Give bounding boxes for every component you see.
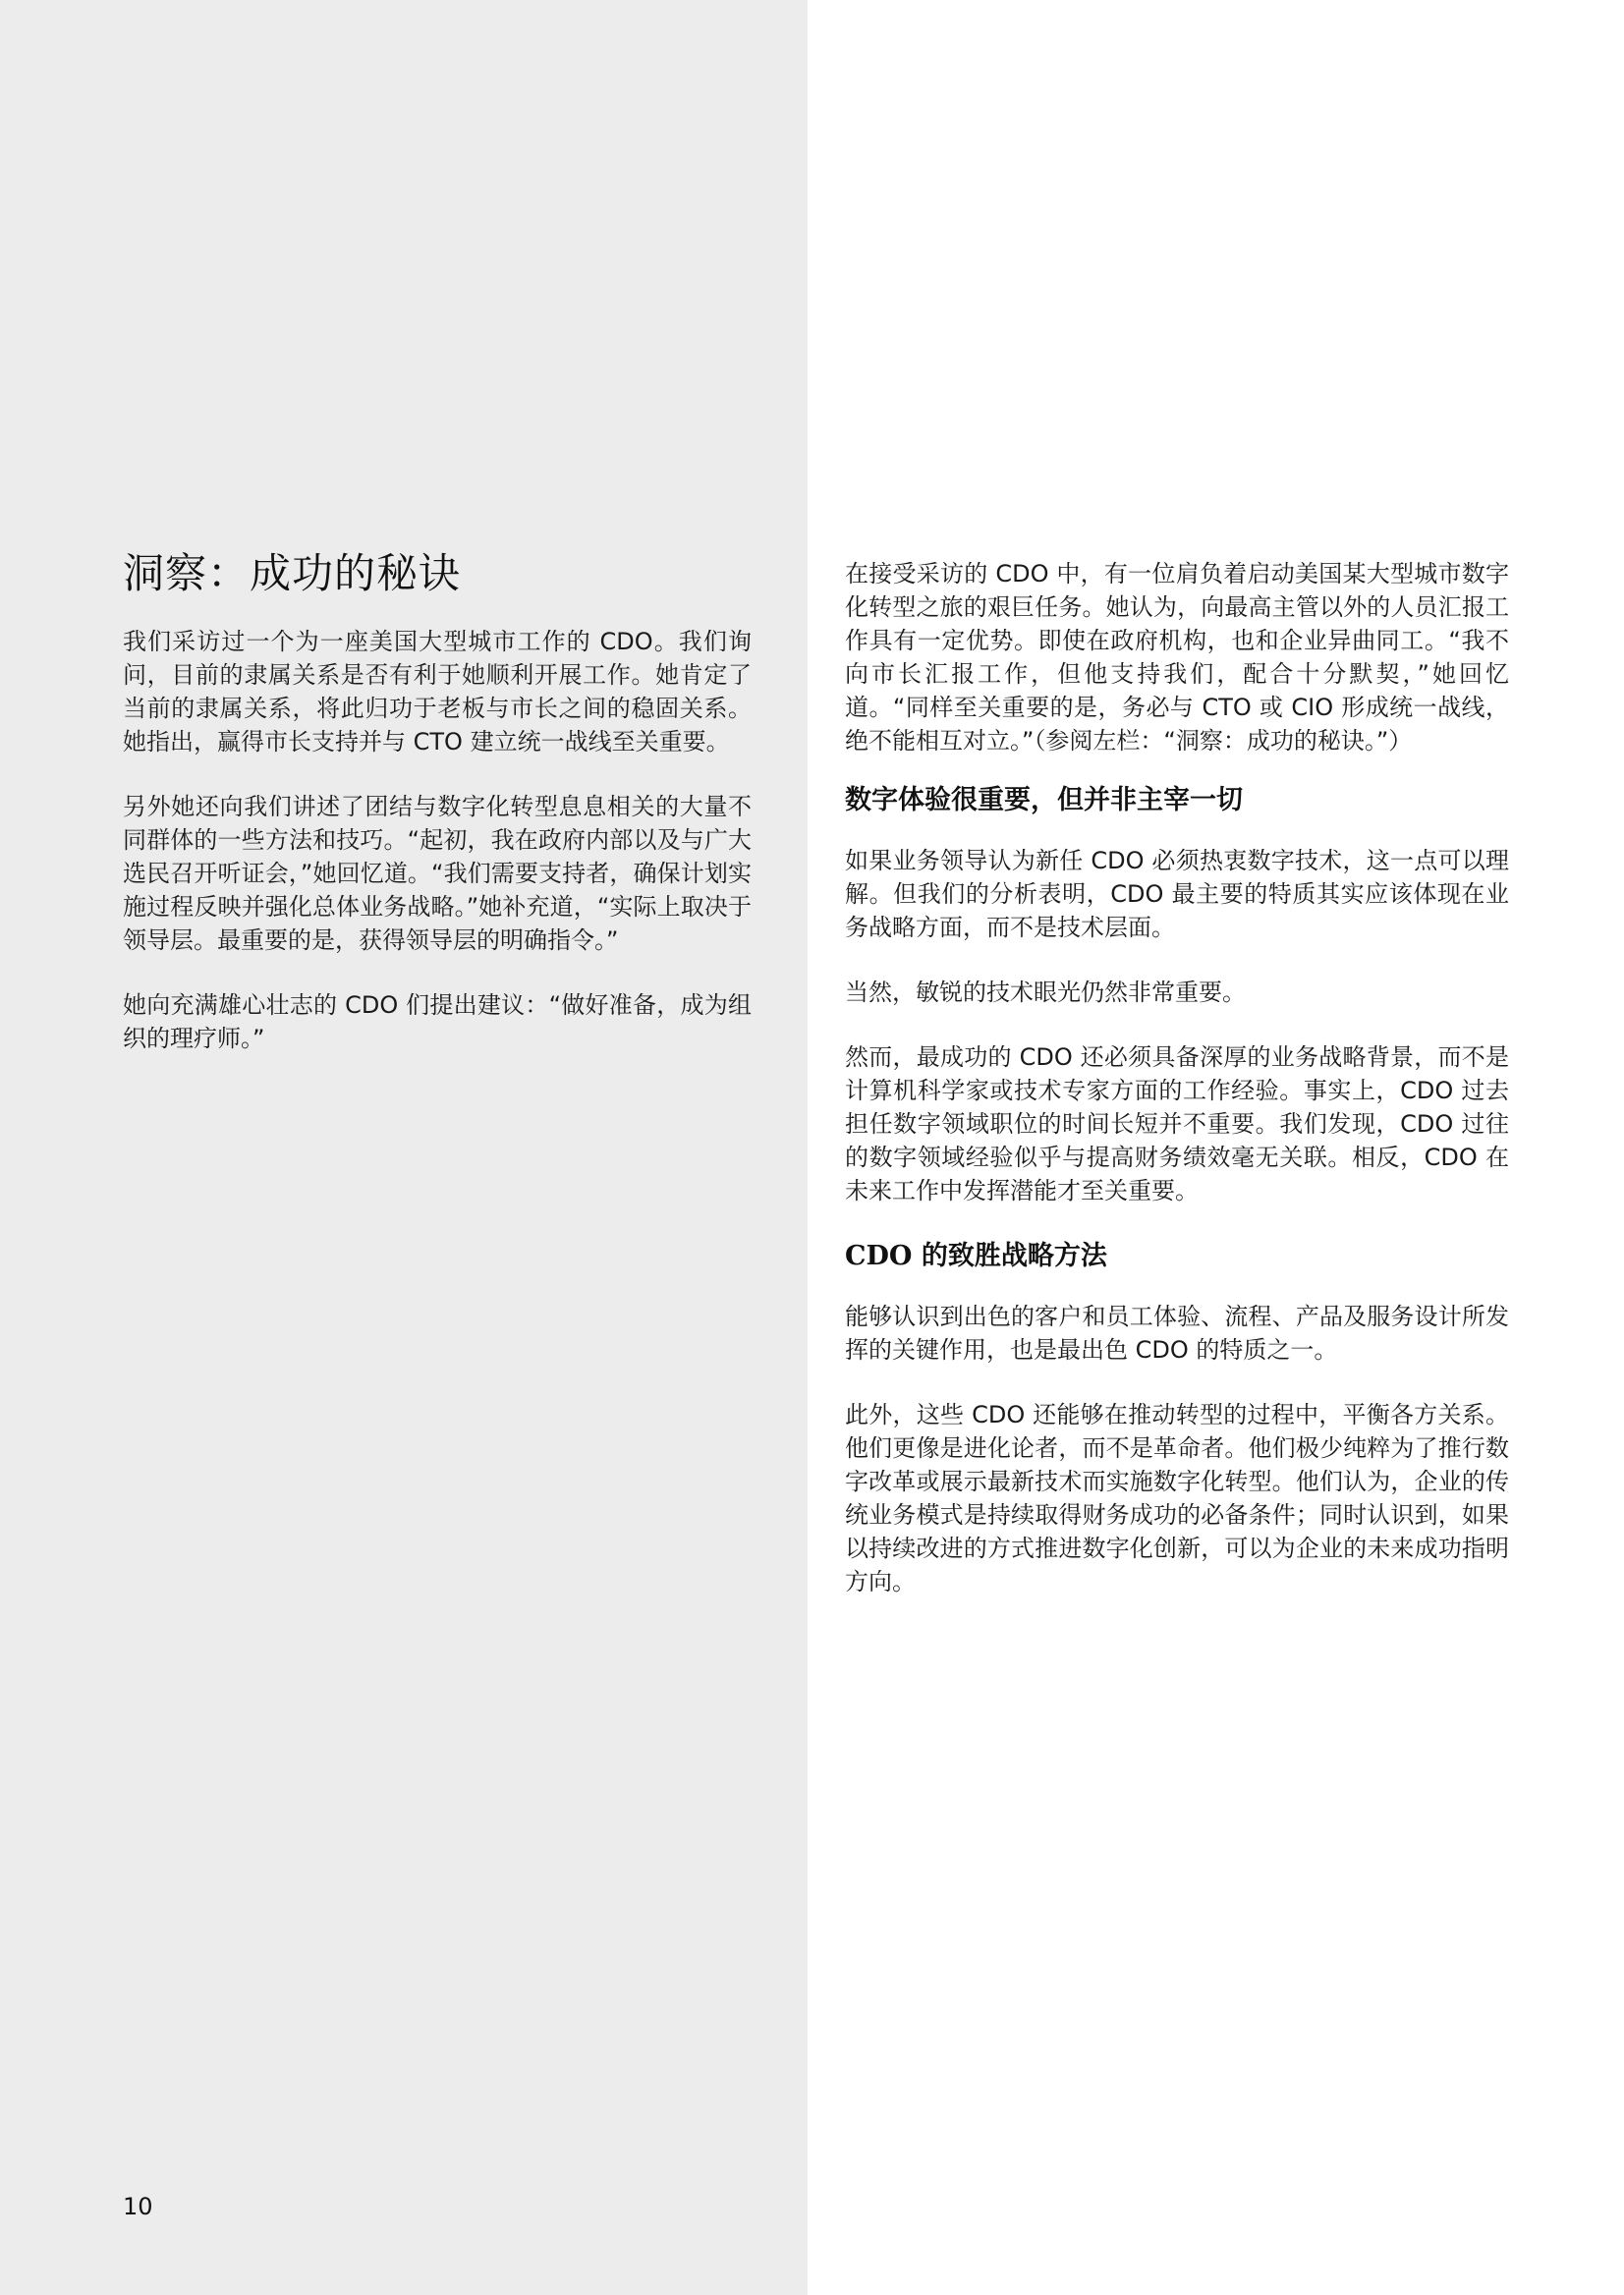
main-column — [845, 557, 1509, 1630]
sidebar-insight — [123, 548, 752, 1087]
sidebar-paragraph-1: 我们采访过一个为一座美国大型城市工作的 CDO。我们询问，目前的隶属关系是否有利于她顺利开展工作。她肯定了当前的隶属关系，将此归功于老板与市长之间的稳固关系。她指出，赢得市长支持并与 CTO 建立统一战线至关重要。 — [123, 628, 752, 756]
section-heading-winning-strategy: CDO 的致胜战略方法 — [845, 1241, 1107, 1271]
sidebar-panel — [0, 0, 808, 2295]
sidebar-paragraph-2: 另外她还向我们讲述了团结与数字化转型息息相关的大量不同群体的一些方法和技巧。“起初，我在政府内部以及与广大选民召开听证会，”她回忆道。“我们需要支持者，确保计划实施过程反映并强化总体业务战略。”她补充道，“实际上取决于领导层。最重要的是，获得领导层的明确指令。” — [123, 793, 752, 954]
section1-paragraph-3: 然而，最成功的 CDO 还必须具备深厚的业务战略背景，而不是计算机科学家或技术专家方面的工作经验。事实上，CDO 过去担任数字领域职位的时间长短并不重要。我们发现，CDO 过往的数字领域经验似乎与提高财务绩效毫无关联。相反，CDO 在未来工作中发挥潜能才至关重要。 — [845, 1043, 1509, 1204]
section-heading-digital-experience: 数字体验很重要，但并非主宰一切 — [845, 785, 1243, 815]
sidebar-title: 洞察：成功的秘诀 — [123, 549, 462, 597]
section1-paragraph-1: 如果业务领导认为新任 CDO 必须热衷数字技术，这一点可以理解。但我们的分析表明，CDO 最主要的特质其实应该体现在业务战略方面，而不是技术层面。 — [845, 847, 1509, 941]
sidebar-paragraph-3: 她向充满雄心壮志的 CDO 们提出建议：“做好准备，成为组织的理疗师。” — [123, 991, 752, 1052]
section1-paragraph-2: 当然，敏锐的技术眼光仍然非常重要。 — [845, 979, 1246, 1006]
page-number: 10 — [123, 2193, 153, 2220]
intro-paragraph: 在接受采访的 CDO 中，有一位肩负着启动美国某大型城市数字化转型之旅的艰巨任务。她认为，向最高主管以外的人员汇报工作具有一定优势。即使在政府机构，也和企业异曲同工。“我不向市长汇报工作，但他支持我们，配合十分默契，”她回忆道。“同样至关重要的是，务必与 CTO 或 CIO 形成统一战线，绝不能相互对立。”（参阅左栏：“洞察：成功的秘诀。”） — [845, 560, 1509, 755]
section2-paragraph-1: 能够认识到出色的客户和员工体验、流程、产品及服务设计所发挥的关键作用，也是最出色 CDO 的特质之一。 — [845, 1303, 1509, 1364]
section2-paragraph-2: 此外，这些 CDO 还能够在推动转型的过程中，平衡各方关系。他们更像是进化论者，而不是革命者。他们极少纯粹为了推行数字改革或展示最新技术而实施数字化转型。他们认为，企业的传统业务模式是持续取得财务成功的必备条件；同时认识到，如果以持续改进的方式推进数字化创新，可以为企业的未来成功指明方向。 — [845, 1401, 1509, 1595]
